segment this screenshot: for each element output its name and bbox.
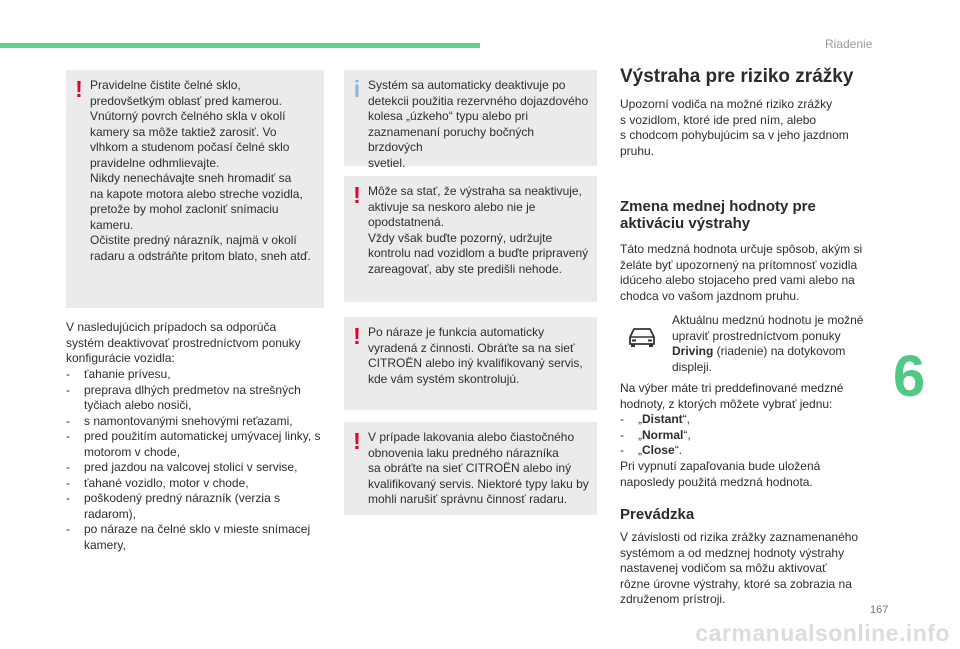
warning-icon: ! — [353, 182, 361, 208]
warning-box-attention — [344, 176, 597, 302]
section-name: Riadenie — [825, 37, 873, 51]
warning-box-cleaning — [66, 70, 324, 308]
choice-suffix: “. — [674, 443, 683, 457]
info-box-auto-deactivation — [344, 70, 597, 170]
list-item: - po náraze na čelné sklo v mieste snímacej kamery, — [66, 522, 328, 553]
warning-text: V prípade lakovania alebo čiastočného obnovenia laku predného nárazníka sa obráťte na sieť CITROËN alebo iný kvalifikovaný servis. Niektoré typy laku by mohli narušiť správnu činnosť radaru. — [368, 430, 589, 506]
list-item: - ťahanie prívesu, — [66, 367, 328, 383]
warning-text: Pravidelne čistite čelné sklo, predovšetkým oblasť pred kamerou. Vnútorný povrch čelného skla v okolí kamery sa môže taktiež zarosiť. Vo vlhkom a studenom počasí čelné sklo pravidelne odhmlievajte. Nikdy nenechávajte sneh hromadiť sa na kapote motora alebo streche vozidla, pretože by mohol zacloniť snímaciu kameru. Očistite predný nárazník, najmä v okolí radaru a odstráňte pritom blato, sneh atď. — [90, 78, 311, 263]
list-item: - ťahané vozidlo, motor v chode, — [66, 476, 328, 492]
deactivation-intro: V nasledujúcich prípadoch sa odporúča systém deaktivovať prostredníctvom ponuky konfigurácie vozidla: — [66, 320, 301, 365]
operation-text: V závislosti od rizika zrážky zaznamenaného systémom a od medznej hodnoty výstrahy nastavenej vodičom sa môžu aktivovať rôzne úrovne výstrahy, ktoré sa zobrazia na združenom prístroji. — [620, 530, 859, 606]
choice-item: - „Close“. — [620, 443, 880, 459]
choice-distant: Distant — [642, 412, 683, 426]
list-item: - pred použitím automatickej umývacej linky, s motorom v chode, — [66, 429, 328, 460]
header-accent-bar — [0, 43, 480, 48]
list-item: - s namontovanými snehovými reťazami, — [66, 414, 328, 430]
menu-instruction-text: Aktuálnu medznú hodnotu je možné upraviť prostredníctvom ponuky — [672, 313, 864, 343]
menu-instruction-text-end: (riadenie) na dotykovom displeji. — [672, 344, 846, 374]
list-item: - preprava dlhých predmetov na strešných tyčiach alebo nosiči, — [66, 383, 328, 414]
warning-icon: ! — [75, 76, 83, 102]
threshold-text: Táto medzná hodnota určuje spôsob, akým si želáte byť upozornený na prítomnosť vozidla idúceho alebo stojaceho pred vami alebo na chodca vo vašom jazdnom pruhu. — [620, 242, 863, 303]
choice-suffix: “, — [682, 412, 691, 426]
info-text: Systém sa automaticky deaktivuje po detekcii použitia rezervného dojazdového kolesa „úzkeho“ typu alebo pri zaznamenaní poruchy bočných brzdových svetiel. — [368, 78, 589, 170]
choice-close: Close — [642, 443, 675, 457]
watermark: carmanualsonline.info — [695, 620, 950, 646]
warning-box-paint — [344, 422, 597, 515]
chapter-number: 6 — [893, 344, 926, 409]
page-number: 167 — [870, 604, 889, 616]
deactivation-list — [66, 367, 328, 553]
choice-item: - „Distant“, — [620, 412, 880, 428]
warning-text: Môže sa stať, že výstraha sa neaktivuje, aktivuje sa neskoro alebo nie je opodstatnená. Vždy však buďte pozorný, udržujte kontrolu nad vozidlom a buďte pripravený zareagovať, aby ste predišli nehode. — [368, 184, 589, 276]
menu-instruction — [672, 313, 872, 375]
warning-icon: ! — [353, 323, 361, 349]
info-icon: i — [353, 76, 361, 102]
warning-box-impact — [344, 317, 597, 410]
subheading-operation: Prevádzka — [620, 506, 695, 523]
choice-normal: Normal — [642, 427, 684, 442]
warning-icon: ! — [353, 428, 361, 454]
warning-text: Po náraze je funkcia automaticky vyradená z činnosti. Obráťte sa na sieť CITROËN alebo iný kvalifikovaný servis, kde vám systém skontrolujú. — [368, 325, 583, 386]
section-intro: Upozorní vodiča na možné riziko zrážky s vozidlom, ktoré ide pred ním, alebo s chodcom pohybujúcim sa v jeho jazdnom pruhu. — [620, 97, 849, 158]
section-title: Výstraha pre riziko zrážky — [620, 66, 854, 87]
choice-item: - „Normal“, — [620, 428, 880, 444]
after-choices-text: Pri vypnutí zapaľovania bude uložená naposledy použitá medzná hodnota. — [620, 459, 821, 489]
threshold-choices — [620, 412, 880, 459]
subheading-threshold: Zmena mednej hodnoty pre aktiváciu výstrahy — [620, 198, 816, 232]
choice-intro: Na výber máte tri preddefinované medzné hodnoty, z ktorých môžete vybrať jednu: — [620, 381, 844, 411]
car-front-icon — [624, 324, 660, 348]
list-item: - poškodený predný nárazník (verzia s radarom), — [66, 491, 328, 522]
choice-suffix: “, — [683, 427, 691, 442]
list-item: - pred jazdou na valcovej stolici v servise, — [66, 460, 328, 476]
driving-menu-label: Driving — [672, 344, 714, 358]
